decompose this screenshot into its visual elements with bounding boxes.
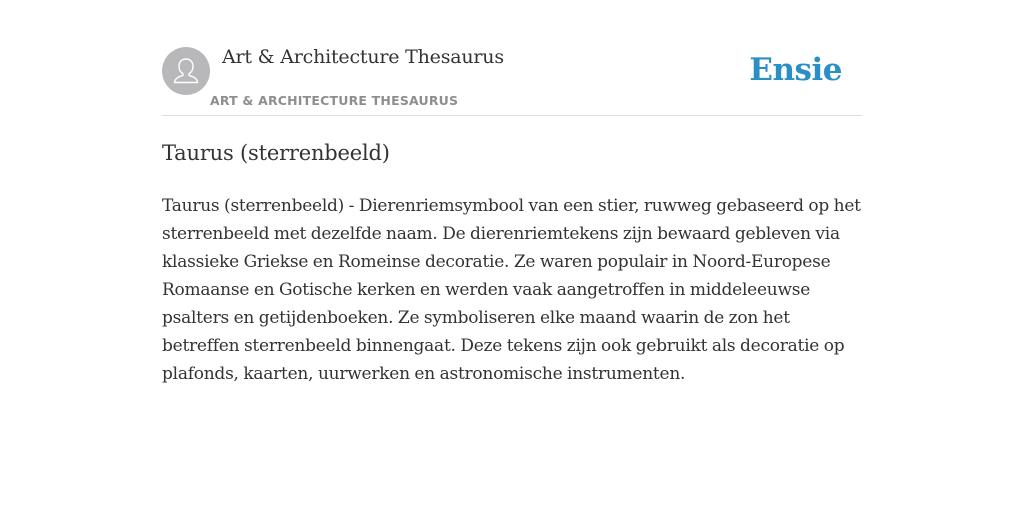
page-container: [162, 0, 862, 512]
source-subtitle[interactable]: ART & ARCHITECTURE THESAURUS: [210, 93, 459, 108]
user-silhouette-icon: [162, 47, 210, 95]
avatar[interactable]: [162, 47, 210, 95]
source-title[interactable]: Art & Architecture Thesaurus: [222, 46, 504, 68]
entry-header: [162, 0, 862, 116]
page-title: Taurus (sterrenbeeld): [162, 141, 390, 165]
brand-logo[interactable]: Ensie: [749, 52, 842, 88]
definition-text: Taurus (sterrenbeeld) - Dierenriemsymbool van een stier, ruwweg gebaseerd op het sterrenbeeld met dezelfde naam. De dierenriemtekens zijn bewaard gebleven via klassieke Griekse en Romeinse decoratie. Ze waren populair in Noord-Europese Romaanse en Gotische kerken en werden vaak aangetroffen in middeleeuwse psalters en getijdenboeken. Ze symboliseren elke maand waarin de zon het betreffen sterrenbeeld binnengaat. Deze tekens zijn ook gebruikt als decoratie op plafonds, kaarten, uurwerken en astronomische instrumenten.: [162, 196, 861, 384]
